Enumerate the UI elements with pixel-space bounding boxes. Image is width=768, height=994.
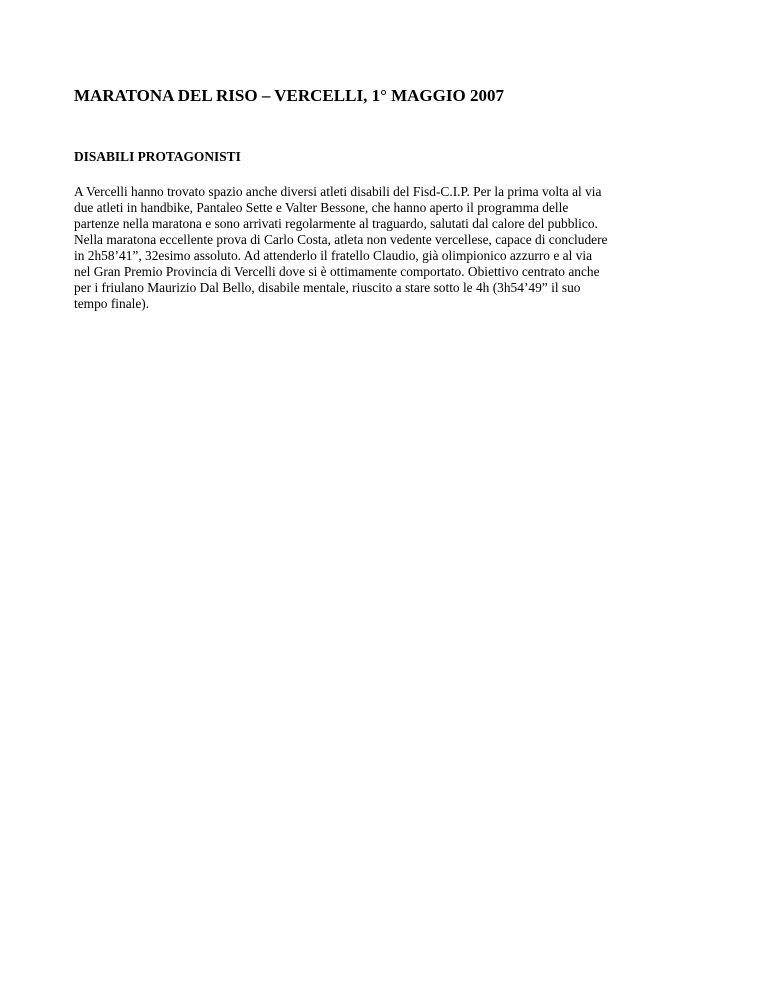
document-title: MARATONA DEL RISO – VERCELLI, 1° MAGGIO 2007 (74, 86, 504, 105)
paragraph-line: partenze nella maratona e sono arrivati regolarmente al traguardo, salutati dal calore del pubblico. (74, 216, 598, 231)
paragraph-line: A Vercelli hanno trovato spazio anche diversi atleti disabili del Fisd-C.I.P. Per la prima volta al via (74, 184, 602, 199)
paragraph-line: due atleti in handbike, Pantaleo Sette e Valter Bessone, che hanno aperto il programma delle (74, 200, 569, 215)
paragraph-line: per i friulano Maurizio Dal Bello, disabile mentale, riuscito a stare sotto le 4h (3h54’49” il suo (74, 280, 581, 295)
paragraph-line: nel Gran Premio Provincia di Vercelli dove si è ottimamente comportato. Obiettivo centrato anche (74, 264, 600, 279)
paragraph-line: in 2h58’41”, 32esimo assoluto. Ad attenderlo il fratello Claudio, già olimpionico azzurro e al via (74, 248, 593, 263)
section-heading: DISABILI PROTAGONISTI (74, 149, 241, 164)
paragraph-line: tempo finale). (74, 296, 150, 311)
paragraph-line: Nella maratona eccellente prova di Carlo Costa, atleta non vedente vercellese, capace di concludere (74, 232, 608, 247)
article-paragraph (74, 184, 608, 312)
